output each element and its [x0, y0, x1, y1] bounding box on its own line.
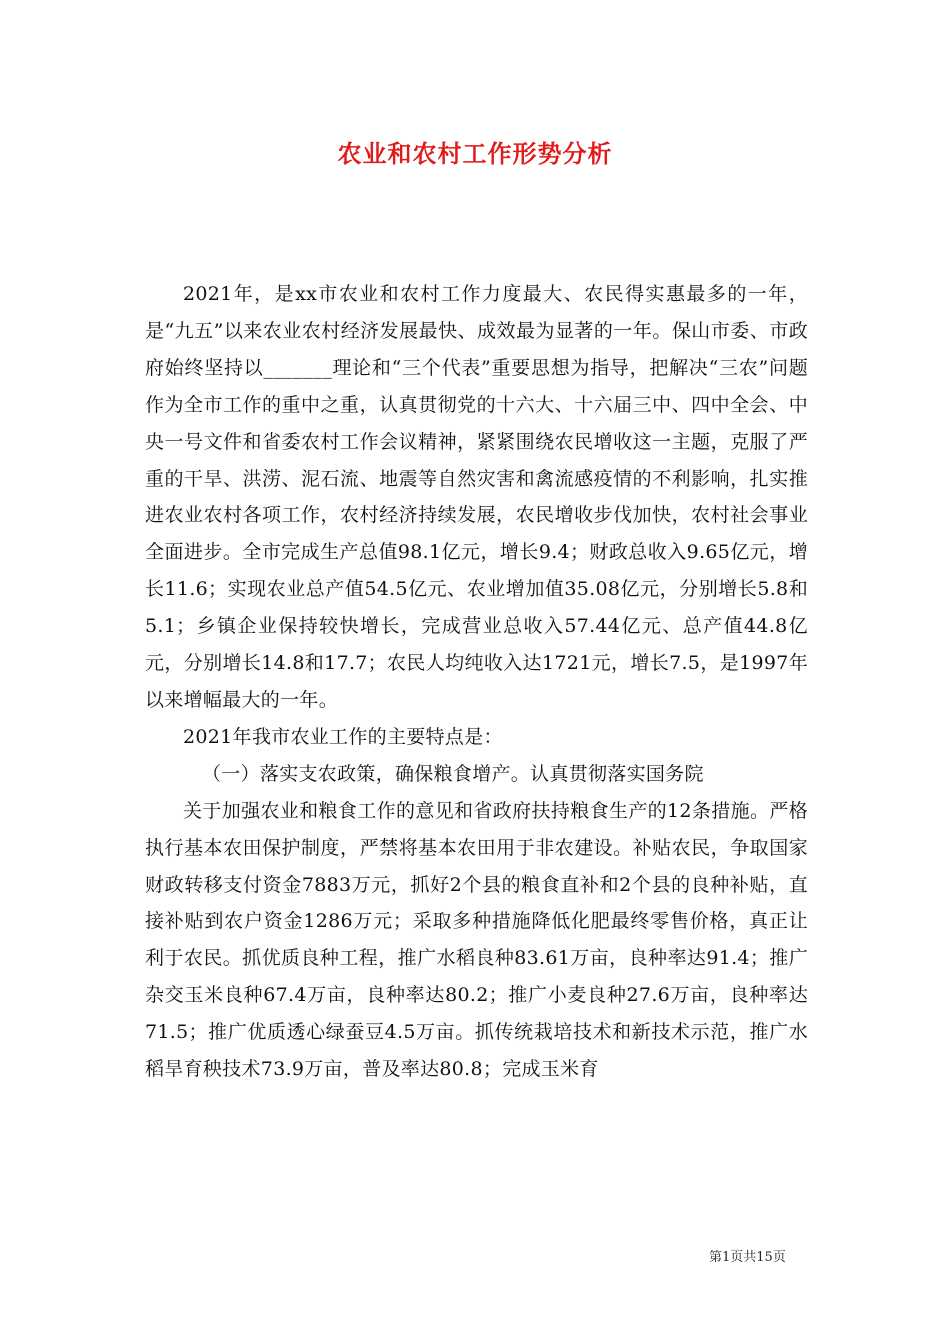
paragraph-features-heading: 2021年我市农业工作的主要特点是： [183, 725, 503, 748]
page-number: 第1页共15页 [709, 1250, 786, 1265]
document-title: 农业和农村工作形势分析 [337, 139, 613, 168]
paragraph-section-one-body: 关于加强农业和粮食工作的意见和省政府扶持粮食生产的12条措施。严格执行基本农田保护制度，严禁将基本农田用于非农建设。补贴农民，争取国家财政转移支付资金7883万元，抓好2个县的粮食直补和2个县的良种补贴，直接补贴到农户资金1286万元；采取多种措施降低化肥最终零售价格，真正让利于农民。抓优质良种工程，推广水稻良种83.61万亩，良种率达91.4；推广杂交玉米良种67.4万亩，良种率达80.2；推广小麦良种27.6万亩，良种率达71.5；推广优质透心绿蚕豆4.5万亩。抓传统栽培技术和新技术示范，推广水稻旱育秧技术73.9万亩，普及率达80.8；完成玉米育 [145, 799, 808, 1081]
document-body [145, 276, 808, 1088]
paragraph-section-one: （一）落实支农政策，确保粮食增产。认真贯彻落实国务院 [202, 762, 704, 785]
paragraph-intro: 2021年，是xx市农业和农村工作力度最大、农民得实惠最多的一年，是“九五”以来农业农村经济发展最快、成效最为显著的一年。保山市委、市政府始终坚持以_______理论和“三个代表”重要思想为指导，把解决“三农”问题作为全市工作的重中之重，认真贯彻党的十六大、十六届三中、四中全会、中央一号文件和省委农村工作会议精神，紧紧围绕农民增收这一主题，克服了严重的干旱、洪涝、泥石流、地震等自然灾害和禽流感疫情的不利影响，扎实推进农业农村各项工作，农村经济持续发展，农民增收步伐加快，农村社会事业全面进步。全市完成生产总值98.1亿元，增长9.4；财政总收入9.65亿元，增长11.6；实现农业总产值54.5亿元、农业增加值35.08亿元，分别增长5.8和5.1；乡镇企业保持较快增长，完成营业总收入57.44亿元、总产值44.8亿元，分别增长14.8和17.7；农民人均纯收入达1721元，增长7.5，是1997年以来增幅最大的一年。 [145, 283, 808, 711]
